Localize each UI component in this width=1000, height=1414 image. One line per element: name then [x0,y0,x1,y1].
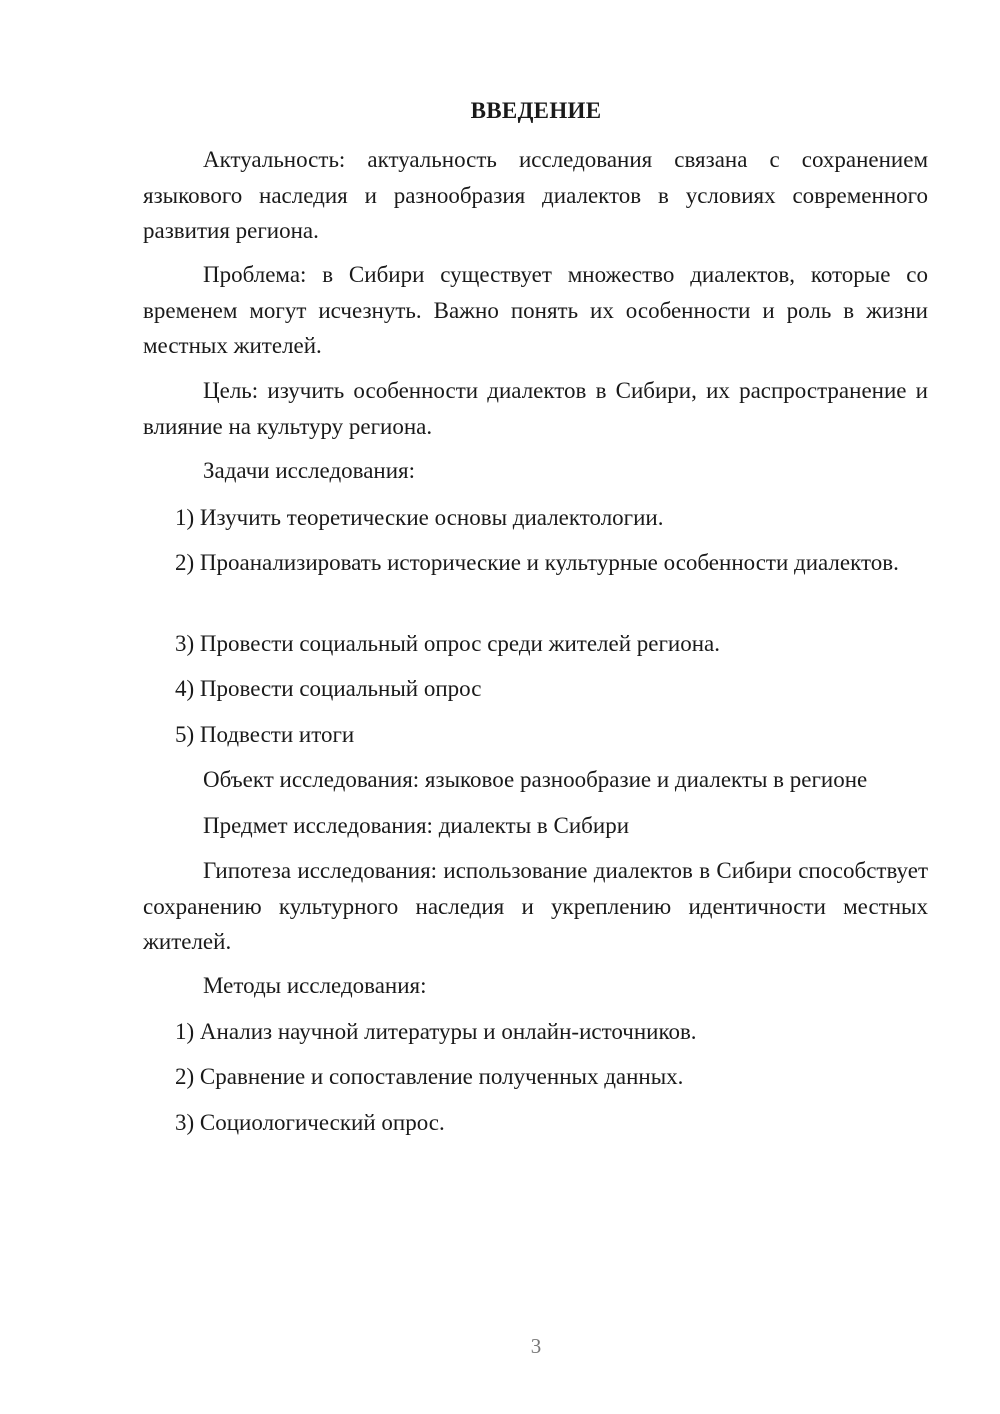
task-item: 5) Подвести итоги [175,722,355,747]
method-item: 2) Сравнение и сопоставление полученных данных. [175,1064,684,1089]
task-item: 1) Изучить теоретические основы диалектологии. [175,505,664,530]
goal-paragraph: Цель: изучить особенности диалектов в Сибири, их распространение и влияние на культуру региона. [143,378,928,439]
methods-title: Методы исследования: [203,973,427,998]
method-item: 3) Социологический опрос. [175,1110,445,1135]
method-item: 1) Анализ научной литературы и онлайн-источников. [175,1019,697,1044]
section-heading: ВВЕДЕНИЕ [470,98,602,123]
task-item: 2) Проанализировать исторические и культурные особенности диалектов. [175,550,899,575]
task-item: 3) Провести социальный опрос среди жителей региона. [175,631,721,656]
problem-paragraph: Проблема: в Сибири существует множество диалектов, которые со временем могут исчезнуть. Важно понять их особенности и роль в жизни местных жителей. [143,262,928,358]
relevance-paragraph: Актуальность: актуальность исследования связана с сохранением языкового наследия и разнообразия диалектов в условиях современного развития региона. [143,147,928,243]
task-item: 4) Провести социальный опрос [175,676,482,701]
tasks-title: Задачи исследования: [203,458,416,483]
page-number: 3 [530,1334,542,1358]
hypothesis-paragraph: Гипотеза исследования: использование диалектов в Сибири способствует сохранению культурного наследия и укреплению идентичности местных жителей. [143,858,928,954]
object-paragraph: Объект исследования: языковое разнообразие и диалекты в регионе [203,767,868,792]
subject-paragraph: Предмет исследования: диалекты в Сибири [203,813,630,838]
